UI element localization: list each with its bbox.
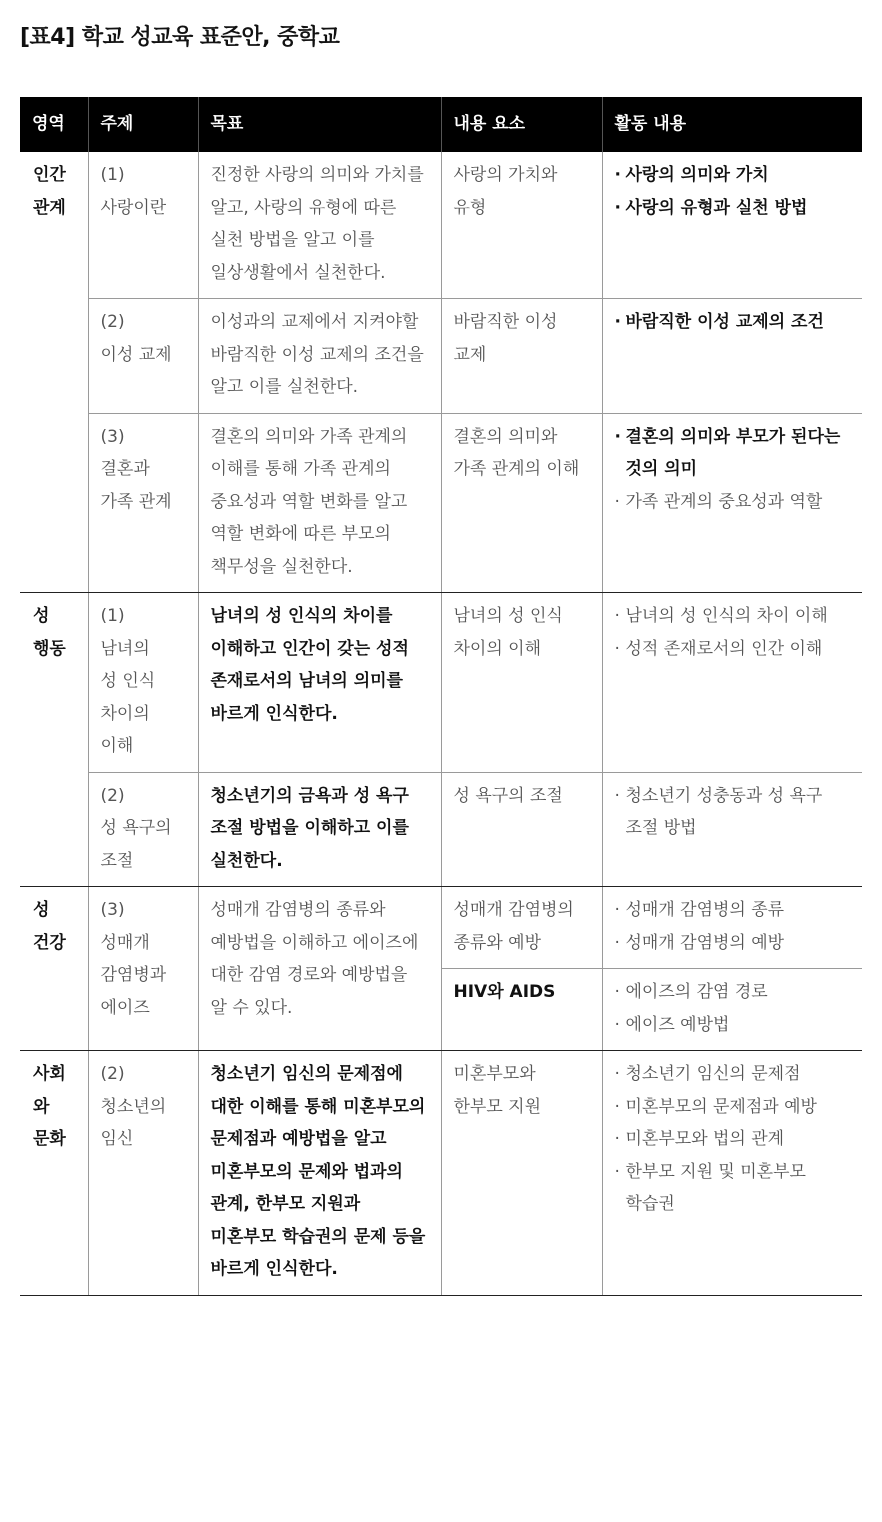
sex-education-standard-table <box>20 97 862 1296</box>
area-cell: 인간 관계 <box>20 152 88 593</box>
activity-item: · 한부모 지원 및 미혼부모 학습권 <box>615 1156 851 1221</box>
activity-item: · 에이즈 예방법 <box>615 1009 851 1042</box>
header-area: 영역 <box>20 97 88 152</box>
topic-cell: (1) 남녀의 성 인식 차이의 이해 <box>88 593 198 773</box>
table-row <box>20 1051 862 1296</box>
content-cell: 남녀의 성 인식 차이의 이해 <box>441 593 602 773</box>
table-row <box>20 772 862 887</box>
table-header-row <box>20 97 862 152</box>
table-row <box>20 593 862 773</box>
activity-item: · 청소년기 임신의 문제점 <box>615 1058 851 1091</box>
goal-cell: 성매개 감염병의 종류와 예방법을 이해하고 에이즈에 대한 감염 경로와 예방법을 알 수 있다. <box>198 887 441 1051</box>
topic-cell: (2) 청소년의 임신 <box>88 1051 198 1296</box>
activities-cell <box>602 152 862 299</box>
header-activities: 활동 내용 <box>602 97 862 152</box>
activities-cell <box>602 772 862 887</box>
table-row <box>20 413 862 593</box>
content-cell: 바람직한 이성 교제 <box>441 299 602 414</box>
activity-item: · 바람직한 이성 교제의 조건 <box>615 306 851 339</box>
activity-item: · 성매개 감염병의 예방 <box>615 927 851 960</box>
goal-cell: 남녀의 성 인식의 차이를 이해하고 인간이 갖는 성적 존재로서의 남녀의 의미를 바르게 인식한다. <box>198 593 441 773</box>
goal-cell: 진정한 사랑의 의미와 가치를 알고, 사랑의 유형에 따른 실천 방법을 알고 이를 일상생활에서 실천한다. <box>198 152 441 299</box>
content-cell: 결혼의 의미와 가족 관계의 이해 <box>441 413 602 593</box>
activity-item: · 가족 관계의 중요성과 역할 <box>615 486 851 519</box>
header-goal: 목표 <box>198 97 441 152</box>
topic-cell: (2) 이성 교제 <box>88 299 198 414</box>
activity-item: · 미혼부모와 법의 관계 <box>615 1123 851 1156</box>
activity-item: · 미혼부모의 문제점과 예방 <box>615 1091 851 1124</box>
area-cell: 사회 와 문화 <box>20 1051 88 1296</box>
page-title: [표4] 학교 성교육 표준안, 중학교 <box>20 25 340 50</box>
activity-item: · 남녀의 성 인식의 차이 이해 <box>615 600 851 633</box>
goal-cell: 청소년기 임신의 문제점에 대한 이해를 통해 미혼부모의 문제점과 예방법을 알고 미혼부모의 문제와 법과의 관계, 한부모 지원과 미혼부모 학습권의 문제 등을 바르게 인식한다. <box>198 1051 441 1296</box>
goal-cell: 청소년기의 금욕과 성 욕구 조절 방법을 이해하고 이를 실천한다. <box>198 772 441 887</box>
topic-cell: (3) 성매개 감염병과 에이즈 <box>88 887 198 1051</box>
activities-cell <box>602 969 862 1051</box>
area-cell: 성 건강 <box>20 887 88 1051</box>
activities-cell <box>602 299 862 414</box>
activity-item: · 사랑의 의미와 가치 <box>615 159 851 192</box>
activities-cell <box>602 593 862 773</box>
activity-item: · 성적 존재로서의 인간 이해 <box>615 633 851 666</box>
activities-cell <box>602 887 862 969</box>
header-content: 내용 요소 <box>441 97 602 152</box>
content-cell: 성 욕구의 조절 <box>441 772 602 887</box>
activity-item: · 에이즈의 감염 경로 <box>615 976 851 1009</box>
activity-item: · 사랑의 유형과 실천 방법 <box>615 192 851 225</box>
content-cell: 미혼부모와 한부모 지원 <box>441 1051 602 1296</box>
activity-item: · 성매개 감염병의 종류 <box>615 894 851 927</box>
activities-cell <box>602 413 862 593</box>
activities-cell <box>602 1051 862 1296</box>
goal-cell: 결혼의 의미와 가족 관계의 이해를 통해 가족 관계의 중요성과 역할 변화를 알고 역할 변화에 따른 부모의 책무성을 실천한다. <box>198 413 441 593</box>
content-cell: 성매개 감염병의 종류와 예방 <box>441 887 602 969</box>
topic-cell: (1) 사랑이란 <box>88 152 198 299</box>
table-row <box>20 299 862 414</box>
table-row <box>20 887 862 969</box>
content-cell: HIV와 AIDS <box>441 969 602 1051</box>
topic-cell: (2) 성 욕구의 조절 <box>88 772 198 887</box>
topic-cell: (3) 결혼과 가족 관계 <box>88 413 198 593</box>
area-cell: 성 행동 <box>20 593 88 887</box>
table-row <box>20 152 862 299</box>
goal-cell: 이성과의 교제에서 지켜야할 바람직한 이성 교제의 조건을 알고 이를 실천한다. <box>198 299 441 414</box>
header-topic: 주제 <box>88 97 198 152</box>
activity-item: · 청소년기 성충동과 성 욕구 조절 방법 <box>615 780 851 845</box>
content-cell: 사랑의 가치와 유형 <box>441 152 602 299</box>
activity-item: · 결혼의 의미와 부모가 된다는 것의 의미 <box>615 421 851 486</box>
